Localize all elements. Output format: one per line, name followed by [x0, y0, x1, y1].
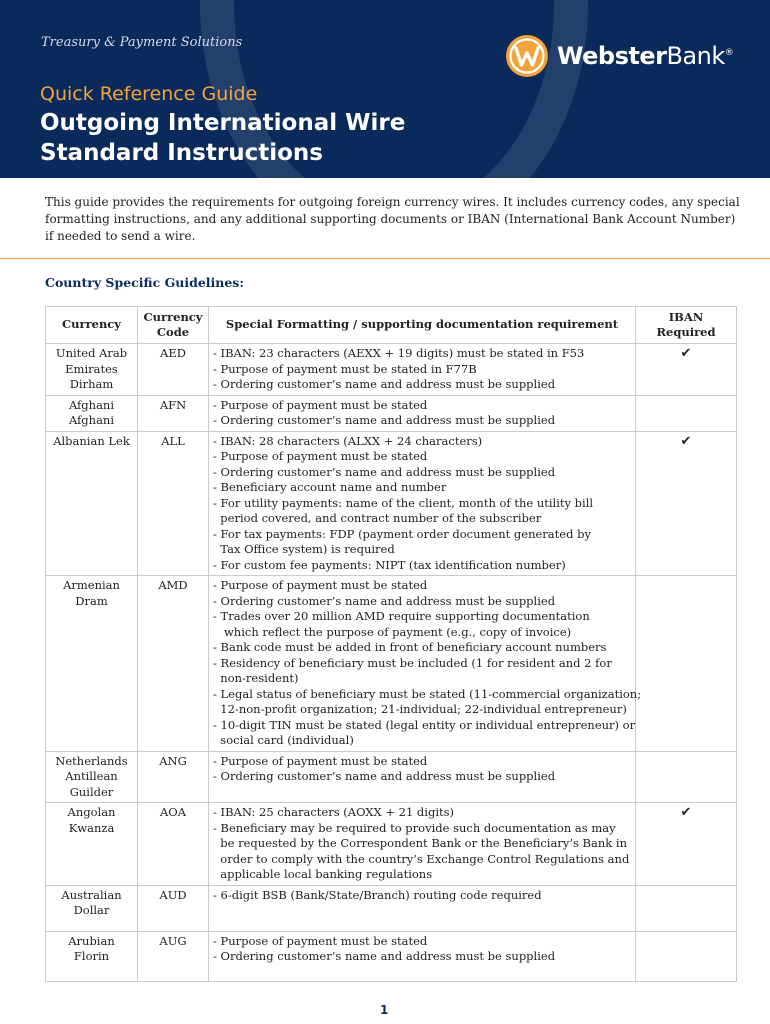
header-requirement: Special Formatting / supporting documentation requirement: [209, 307, 636, 344]
currency-name-cell: Afghani Afghani: [46, 395, 138, 431]
currency-name-cell: Arubian Florin: [46, 931, 138, 981]
currency-code-cell: AED: [138, 344, 209, 396]
iban-required-cell: [636, 751, 737, 803]
webster-w-icon: [505, 34, 549, 78]
checkmark-icon: ✔: [680, 346, 692, 361]
orange-divider: [0, 258, 770, 259]
currency-code-cell: ALL: [138, 431, 209, 576]
iban-required-cell: [636, 431, 737, 576]
requirement-cell: [209, 395, 636, 431]
requirement-line: - Trades over 20 million AMD require supporting documentation: [213, 609, 590, 623]
currency-code-cell: AUD: [138, 885, 209, 931]
requirement-line: - IBAN: 25 characters (AOXX + 21 digits): [213, 805, 455, 819]
webster-bank-logo: [505, 34, 733, 78]
requirement-line: - Ordering customer’s name and address must be supplied: [213, 464, 556, 479]
currency-name-cell: Australian Dollar: [46, 885, 138, 931]
registered-mark: ®: [724, 48, 734, 58]
section-title: Country Specific Guidelines:: [45, 275, 244, 290]
requirement-line: - Residency of beneficiary must be included (1 for resident and 2 for: [213, 655, 612, 670]
requirement-line: non-resident): [213, 671, 299, 685]
requirement-line: - For utility payments: name of the client, month of the utility bill: [213, 495, 594, 510]
requirement-cell: [209, 885, 636, 931]
logo-word-light: Bank: [666, 42, 725, 70]
page-title-line-2: Standard Instructions: [40, 140, 323, 166]
requirement-line: - 6-digit BSB (Bank/State/Branch) routing code required: [213, 887, 542, 902]
currency-code-cell: AMD: [138, 576, 209, 752]
requirement-line: - Bank code must be added in front of beneficiary account numbers: [213, 640, 607, 654]
requirement-cell: [209, 344, 636, 396]
requirement-line: - Beneficiary account name and number: [213, 480, 447, 494]
currency-name-cell: Angolan Kwanza: [46, 803, 138, 886]
requirement-line: - Purpose of payment must be stated: [213, 578, 428, 592]
table-row: [46, 576, 737, 752]
logo-wordmark: [557, 42, 733, 70]
tagline: Treasury & Payment Solutions: [41, 35, 243, 50]
requirement-cell: [209, 751, 636, 803]
table-row: [46, 344, 737, 396]
table-row: [46, 395, 737, 431]
header-currency-code: Currency Code: [138, 307, 209, 344]
iban-required-cell: [636, 803, 737, 886]
requirement-line: - Purpose of payment must be stated: [213, 397, 428, 412]
requirement-line: - For tax payments: FDP (payment order document generated by: [213, 526, 591, 541]
requirement-line: - Ordering customer’s name and address must be supplied: [213, 949, 556, 963]
table-row: [46, 885, 737, 931]
requirement-line: social card (individual): [213, 733, 354, 747]
table-row: [46, 803, 737, 886]
checkmark-icon: ✔: [680, 805, 692, 820]
iban-required-cell: [636, 344, 737, 396]
requirement-line: - IBAN: 28 characters (ALXX + 24 characters): [213, 433, 483, 448]
requirement-line: Tax Office system) is required: [213, 542, 395, 556]
currency-code-cell: AFN: [138, 395, 209, 431]
requirement-line: - Beneficiary may be required to provide such documentation as may: [213, 820, 616, 835]
requirement-line: order to comply with the country’s Exchange Control Regulations and: [213, 851, 630, 866]
intro-paragraph: This guide provides the requirements for outgoing foreign currency wires. It includes currency codes, any special formatting instructions, and any additional supporting documents or IBAN (International Bank Account Number) if needed to send a wire.: [45, 195, 740, 243]
table-row: [46, 431, 737, 576]
table-row: [46, 751, 737, 803]
requirement-line: - Purpose of payment must be stated in F77B: [213, 361, 477, 376]
currency-name-cell: Albanian Lek: [46, 431, 138, 576]
header-currency: Currency: [46, 307, 138, 344]
currency-name-cell: Netherlands Antillean Guilder: [46, 751, 138, 803]
iban-required-cell: [636, 395, 737, 431]
requirement-line: period covered, and contract number of the subscriber: [213, 511, 542, 525]
requirement-line: which reflect the purpose of payment (e.g., copy of invoice): [213, 624, 572, 639]
requirement-line: - Legal status of beneficiary must be stated (11-commercial organization;: [213, 686, 642, 701]
requirement-line: - Ordering customer’s name and address must be supplied: [213, 377, 556, 391]
guide-subtitle: Quick Reference Guide: [40, 83, 258, 105]
requirement-cell: [209, 576, 642, 752]
requirement-cell: [209, 931, 636, 981]
requirement-line: - Ordering customer’s name and address must be supplied: [213, 593, 556, 608]
currency-name-cell: United Arab Emirates Dirham: [46, 344, 138, 396]
requirement-line: - Purpose of payment must be stated: [213, 449, 428, 463]
requirement-line: - Ordering customer’s name and address must be supplied: [213, 769, 556, 783]
requirement-cell: [209, 803, 636, 886]
currency-code-cell: ANG: [138, 751, 209, 803]
requirement-line: applicable local banking regulations: [213, 867, 433, 881]
requirement-line: - Purpose of payment must be stated: [213, 933, 428, 948]
iban-required-cell: [636, 885, 737, 931]
requirement-line: - Ordering customer’s name and address must be supplied: [213, 413, 556, 427]
table-header-row: [46, 307, 737, 344]
currency-code-cell: AUG: [138, 931, 209, 981]
requirement-line: - IBAN: 23 characters (AEXX + 19 digits) must be stated in F53: [213, 346, 585, 360]
header-banner: [0, 0, 770, 178]
currency-guidelines-table: [45, 306, 737, 982]
table-row: [46, 931, 737, 981]
requirement-cell: [209, 431, 636, 576]
currency-name-cell: Armenian Dram: [46, 576, 138, 752]
page-title-line-1: Outgoing International Wire: [40, 110, 406, 136]
requirement-line: - Purpose of payment must be stated: [213, 753, 428, 768]
requirement-line: be requested by the Correspondent Bank or the Beneficiary’s Bank in: [213, 836, 627, 850]
page-title: [40, 108, 460, 168]
requirement-line: 12-non-profit organization; 21-individual; 22-individual entrepreneur): [213, 702, 627, 716]
checkmark-icon: ✔: [680, 433, 692, 449]
iban-required-cell: [636, 576, 737, 752]
table-body: [46, 344, 737, 982]
logo-word-bold: Webster: [557, 42, 667, 70]
iban-required-cell: [636, 931, 737, 981]
currency-code-cell: AOA: [138, 803, 209, 886]
page-number: 1: [380, 1003, 389, 1017]
requirement-line: - 10-digit TIN must be stated (legal entity or individual entrepreneur) or: [213, 717, 636, 732]
header-iban-required: IBAN Required: [636, 307, 737, 344]
requirement-line: - For custom fee payments: NIPT (tax identification number): [213, 557, 566, 572]
